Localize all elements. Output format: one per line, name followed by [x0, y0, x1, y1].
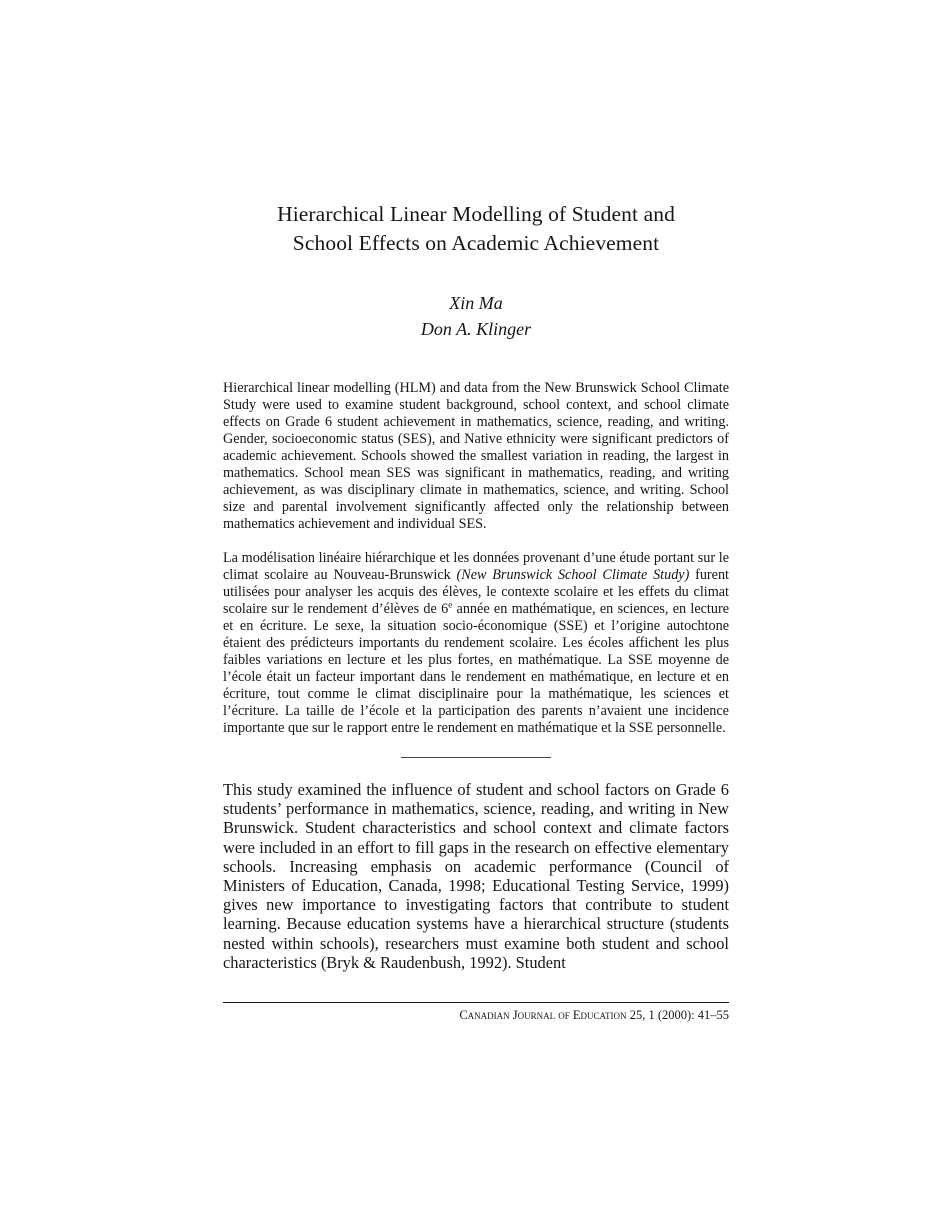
author-name-1: Xin Ma	[449, 293, 503, 313]
page-content	[223, 0, 729, 972]
author-name-2: Don A. Klinger	[420, 319, 532, 339]
study-name-italic: (New Brunswick School Climate Study)	[456, 567, 690, 583]
citation-volume-pages: 25, 1 (2000): 41–55	[626, 1008, 729, 1022]
journal-name: Canadian Journal of Education	[459, 1008, 627, 1022]
footer	[223, 1002, 729, 1023]
title-line-1: Hierarchical Linear Modelling of Student and	[277, 202, 675, 226]
paper-title	[223, 200, 729, 258]
abstract-fr-seg-2: furent utilisées pour analyser les acquis des élèves, le contexte scolaire et les effets du climat scolaire sur le rendement d’élèves de 6	[223, 567, 729, 617]
section-divider-rule	[401, 757, 551, 758]
journal-citation	[223, 1008, 729, 1023]
abstract-fr-seg-1: La modélisation linéaire hiérarchique et les données provenant d’une étude portant sur le climat scolaire au Nouveau-Brunswick	[223, 550, 729, 583]
footer-rule	[223, 1002, 729, 1003]
abstract-fr-seg-3: année en mathématique, en sciences, en lecture et en écriture. Le sexe, la situation socio-économique (SSE) et l’origine autochtone étaient des prédicteurs importants du rendement scolaire. Les écoles affichent les plus faibles variations en lecture et les plus fortes, en mathématique. La SSE moyenne de l’école était un facteur important dans le rendement en mathématique, en lecture et en écriture, tout comme le climat disciplinaire pour la mathématique, les sciences et l’écriture. La taille de l’école et la participation des parents n’avaient une incidence importante que sur le rapport entre le rendement en mathématique et la SSE personnelle.	[223, 601, 729, 736]
author-block	[223, 290, 729, 342]
abstract-french	[223, 550, 729, 737]
abstract-english: Hierarchical linear modelling (HLM) and data from the New Brunswick School Climate Study were used to examine student background, school context, and school climate effects on Grade 6 student achievement in mathematics, science, reading, and writing. Gender, socioeconomic status (SES), and Native ethnicity were significant predictors of academic achievement. Schools showed the smallest variation in reading, the largest in mathematics. School mean SES was significant in mathematics, reading, and writing achievement, as was disciplinary climate in mathematics, science, and writing. School size and parental involvement significantly affected only the relationship between mathematics achievement and individual SES.	[223, 380, 729, 532]
superscript-e: e	[448, 599, 453, 610]
title-line-2: School Effects on Academic Achievement	[292, 231, 660, 255]
body-paragraph: This study examined the influence of student and school factors on Grade 6 students’ performance in mathematics, science, reading, and writing in New Brunswick. Student characteristics and school context and climate factors were included in an effort to fill gaps in the research on effective elementary schools. Increasing emphasis on academic performance (Council of Ministers of Education, Canada, 1998; Educational Testing Service, 1999) gives new importance to investigating factors that contribute to student learning. Because education systems have a hierarchical structure (students nested within schools), researchers must examine both student and school characteristics (Bryk & Raudenbush, 1992). Student	[223, 780, 729, 972]
